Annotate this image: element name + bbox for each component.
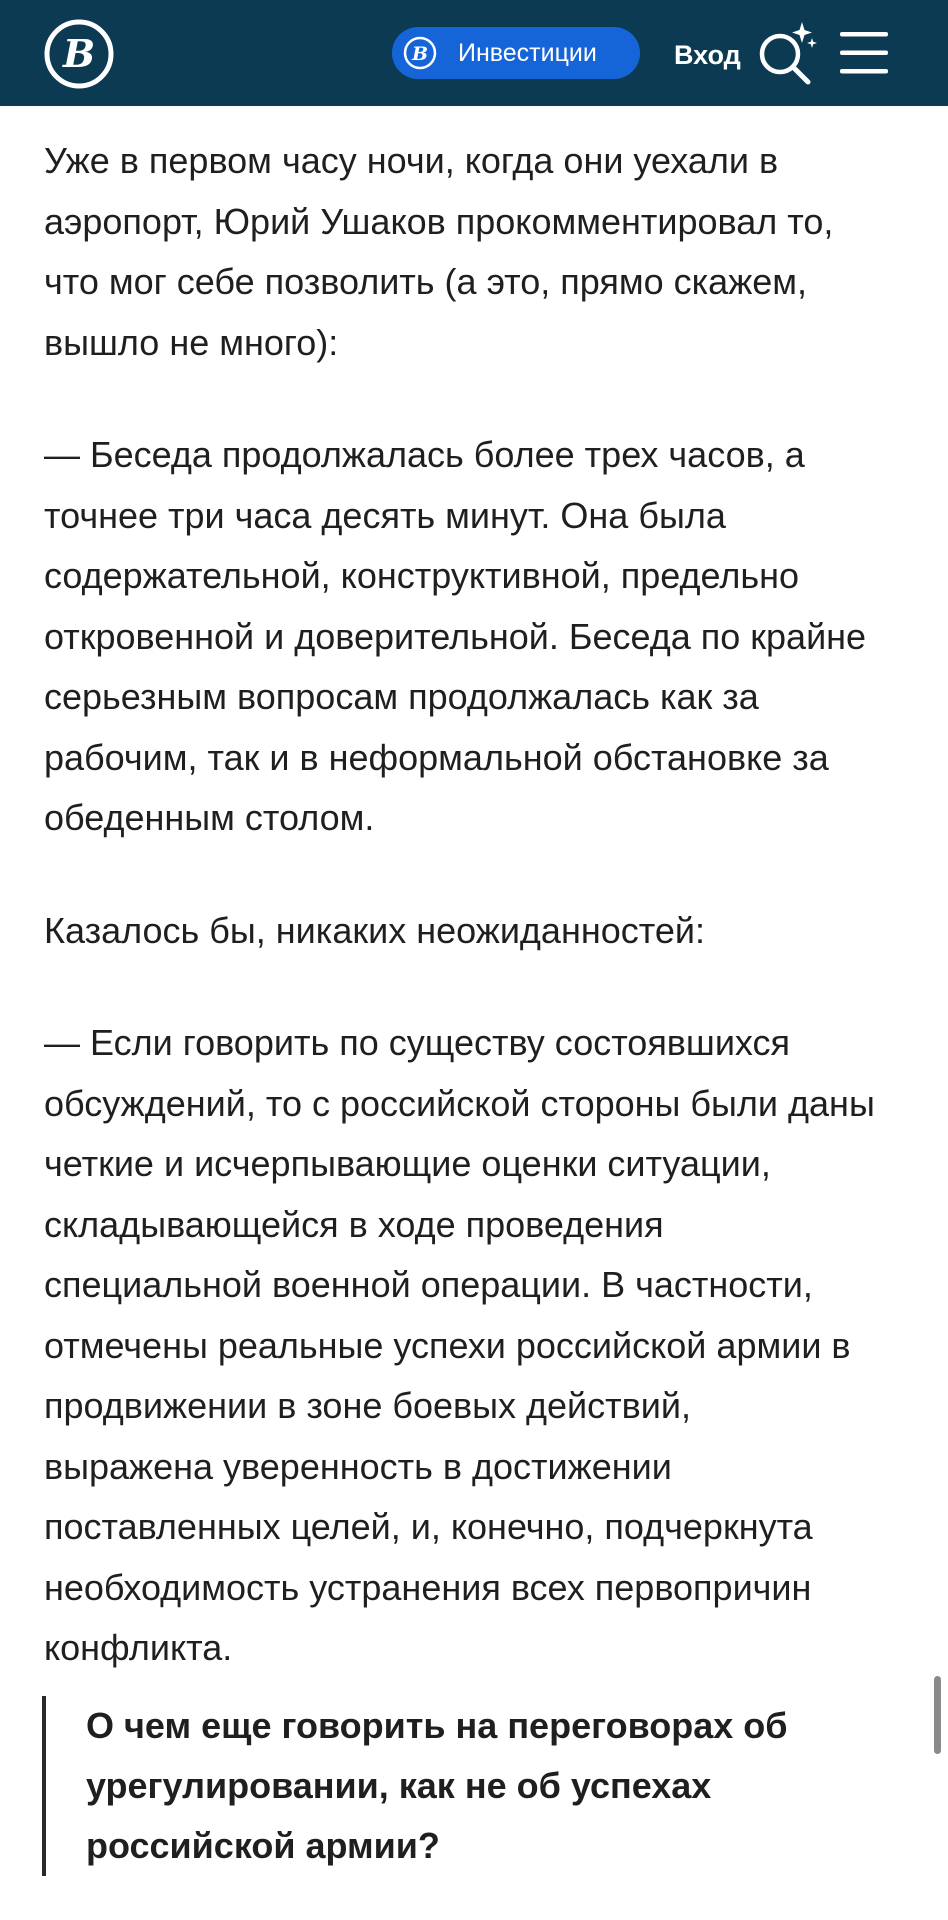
article-body	[44, 131, 914, 1731]
site-header	[0, 0, 948, 106]
ai-search-icon[interactable]	[756, 20, 818, 86]
investments-button-label: Инвестиции	[458, 39, 597, 67]
scrollbar-thumb[interactable]	[934, 1676, 941, 1754]
article-paragraph: — Если говорить по существу состоявшихся обсуждений, то с российской стороны были даны четкие и исчерпывающие оценки ситуации, складывающейся в ходе проведения специальной военной операции. В частности, отмечены реальные успехи российской армии в продвижении в зоне боевых действий, выражена уверенность в достижении поставленных целей, и, конечно, подчеркнута необходимость устранения всех первопричин конфликта.	[44, 1022, 875, 1668]
pull-quote-text: О чем еще говорить на переговорах об урегулировании, как не об успехах российской армии?	[86, 1705, 788, 1866]
article-paragraph: — Беседа продолжалась более трех часов, а точнее три часа десять минут. Она была содержательной, конструктивной, предельно откровенной и доверительной. Беседа по крайне серьезным вопросам продолжалась как за рабочим, так и в неформальной обстановке за обеденным столом.	[44, 434, 867, 838]
svg-text:В: В	[411, 43, 429, 65]
login-link[interactable]: Вход	[674, 40, 741, 70]
pull-quote	[42, 1696, 882, 1876]
article-paragraph: Казалось бы, никаких неожиданностей:	[44, 909, 705, 951]
investments-button[interactable]	[392, 27, 640, 79]
svg-text:В: В	[62, 31, 96, 76]
vedomosti-logo-icon[interactable]	[44, 19, 114, 89]
vedomosti-mini-logo-icon	[402, 35, 438, 71]
article-paragraph: Уже в первом часу ночи, когда они уехали в аэропорт, Юрий Ушаков прокомментировал то, что мог себе позволить (а это, прямо скажем, вышло не много):	[44, 140, 834, 363]
hamburger-menu-icon[interactable]	[838, 28, 890, 78]
